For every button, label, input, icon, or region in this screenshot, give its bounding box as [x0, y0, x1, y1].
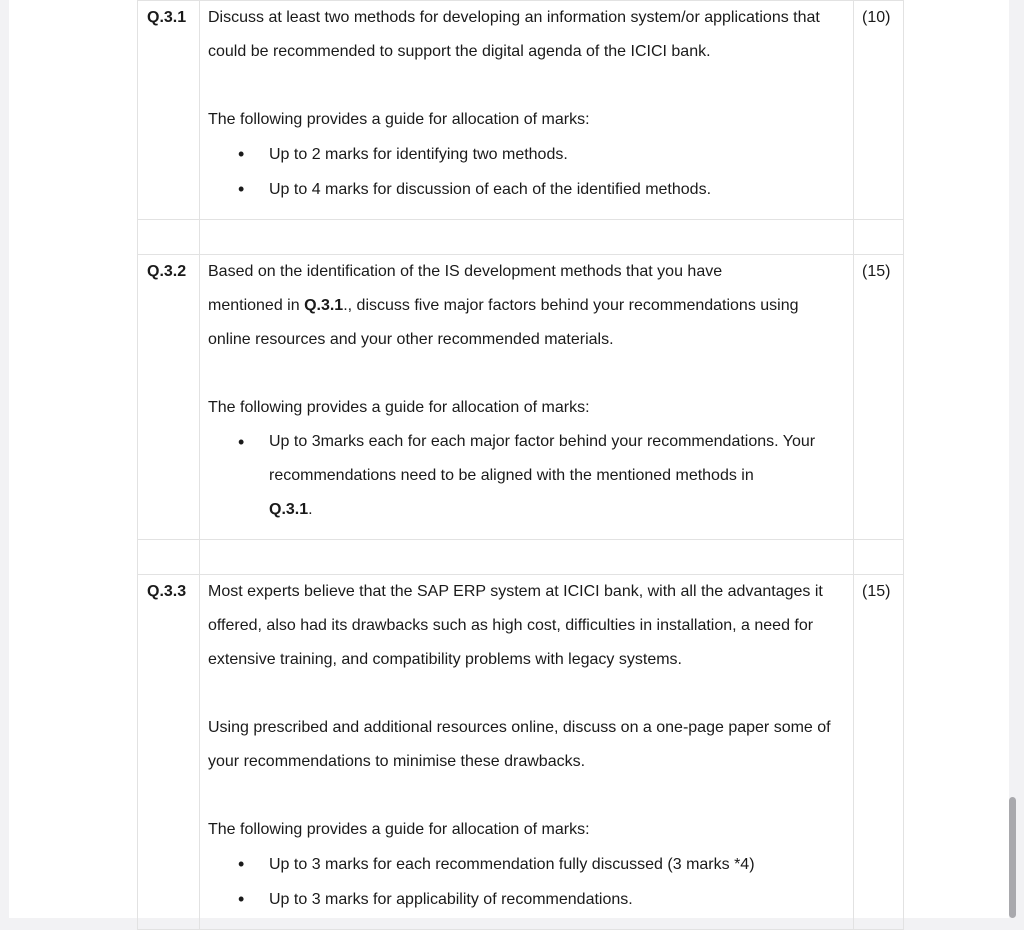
- question-text: Using prescribed and additional resources online, discuss on a one-page paper some of your recommendations to minimise these drawbacks.: [208, 719, 831, 770]
- question-number: Q.3.3: [138, 575, 200, 930]
- question-number: Q.3.2: [138, 255, 200, 540]
- marks-guide-intro: The following provides a guide for allocation of marks:: [208, 111, 590, 128]
- question-marks: (15): [854, 575, 904, 930]
- question-body: [200, 255, 854, 540]
- bullet-icon: •: [238, 144, 245, 164]
- list-item: • Up to 3marks each for each major factor behind your recommendations. Your recommendations need to be aligned with the mentioned methods in Q.3.1.: [208, 425, 845, 527]
- question-text: Discuss at least two methods for developing an information system/or applications that could be recommended to support the digital agenda of the ICICI bank.: [208, 9, 820, 60]
- question-body: [200, 1, 854, 220]
- marks-guide-list: [208, 425, 845, 527]
- spacer-row: [138, 220, 904, 255]
- question-row-q3-3: [138, 575, 904, 930]
- bullet-icon: •: [238, 179, 245, 199]
- marks-guide-intro: The following provides a guide for allocation of marks:: [208, 821, 590, 838]
- vertical-scrollbar[interactable]: [1009, 797, 1016, 918]
- question-text: Based on the identification of the IS development methods that you have mentioned in Q.3.1., discuss five major factors behind your recommendations using online resources and your other recommended materials.: [208, 263, 799, 348]
- bullet-icon: •: [238, 889, 245, 909]
- question-body: [200, 575, 854, 930]
- marks-guide-intro: The following provides a guide for allocation of marks:: [208, 399, 590, 416]
- question-marks: (15): [854, 255, 904, 540]
- bullet-icon: •: [238, 854, 245, 874]
- bullet-icon: •: [238, 432, 245, 452]
- question-text: Most experts believe that the SAP ERP system at ICICI bank, with all the advantages it offered, also had its drawbacks such as high cost, difficulties in installation, a need for extensive training, and compatibility problems with legacy systems.: [208, 583, 823, 668]
- list-item: • Up to 3 marks for applicability of recommendations.: [208, 882, 845, 917]
- spacer-row: [138, 540, 904, 575]
- document-page: [9, 0, 1009, 918]
- question-number: Q.3.1: [138, 1, 200, 220]
- question-reference: Q.3.1: [269, 501, 309, 518]
- question-reference: Q.3.1: [304, 297, 344, 314]
- list-item: • Up to 3 marks for each recommendation fully discussed (3 marks *4): [208, 847, 845, 882]
- questions-table: [137, 0, 904, 930]
- question-marks: (10): [854, 1, 904, 220]
- list-item: • Up to 4 marks for discussion of each of the identified methods.: [208, 172, 845, 207]
- list-item: • Up to 2 marks for identifying two methods.: [208, 137, 845, 172]
- question-row-q3-1: [138, 1, 904, 220]
- marks-guide-list: [208, 847, 845, 917]
- question-row-q3-2: [138, 255, 904, 540]
- marks-guide-list: [208, 137, 845, 207]
